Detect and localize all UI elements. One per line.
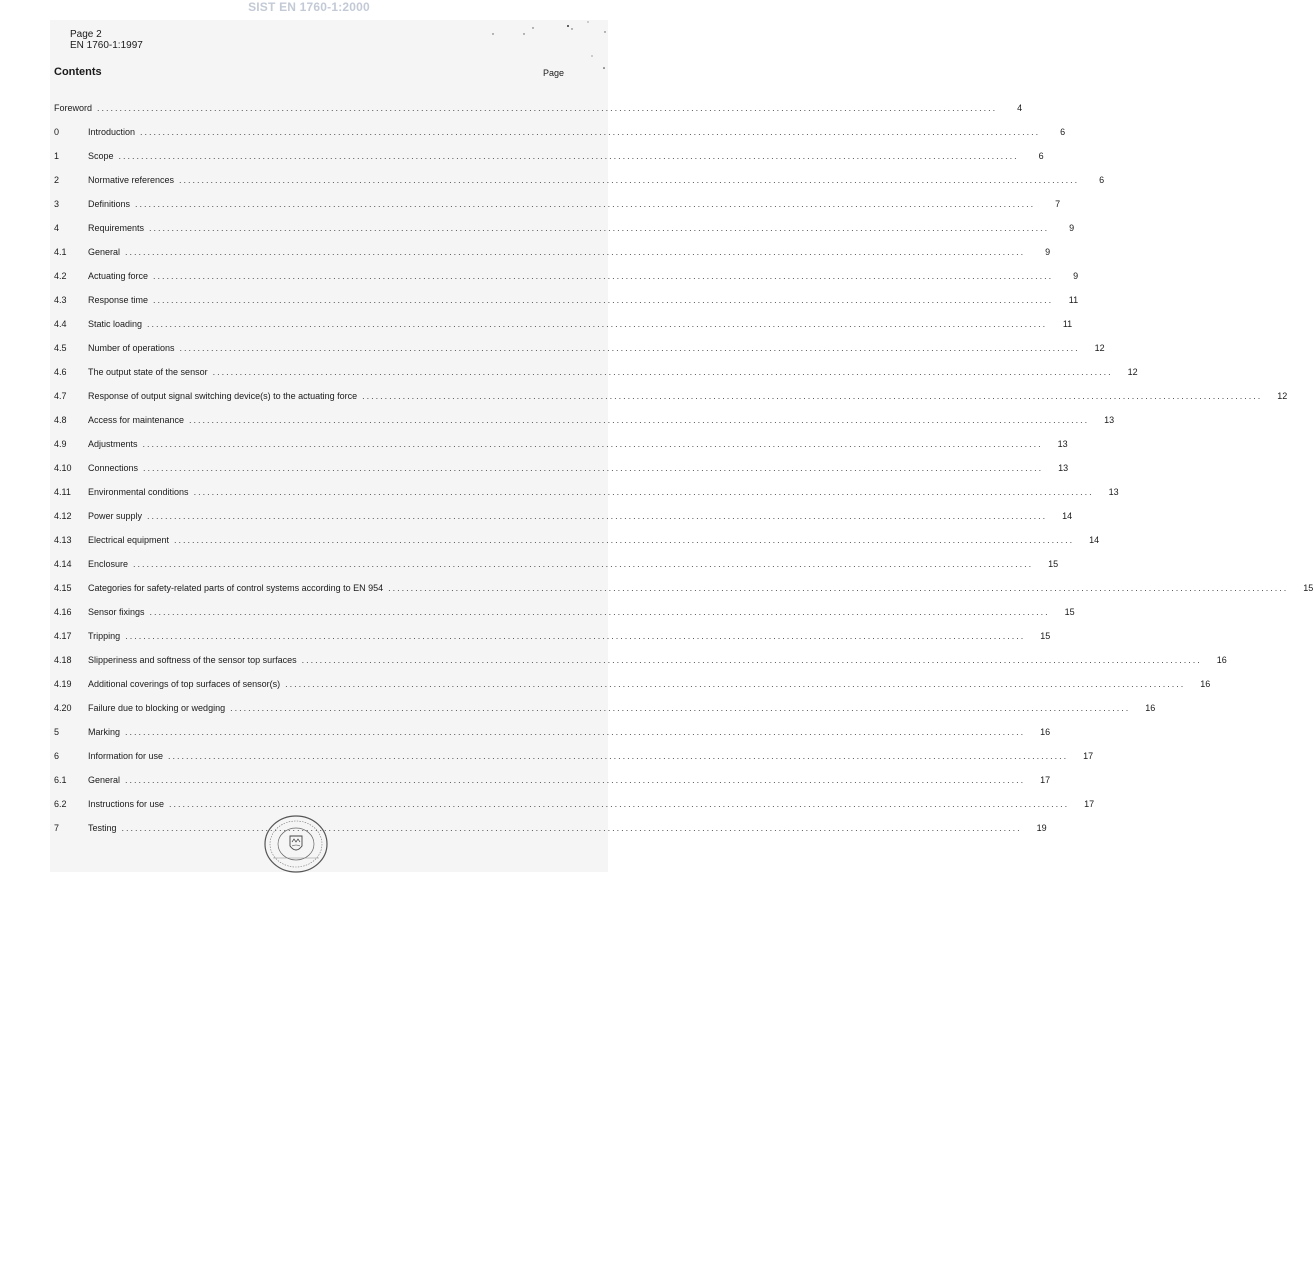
toc-section-number: 0 [54, 127, 60, 137]
toc-section-title: Tripping [88, 631, 121, 641]
toc-row [54, 486, 1119, 510]
toc-page-number: 9 [1045, 247, 1051, 257]
toc-section-title: Failure due to blocking or wedging [88, 703, 226, 713]
toc-section-title: Adjustments [88, 439, 138, 449]
header-standard: EN 1760-1:1997 [70, 40, 143, 51]
toc-row [54, 654, 1227, 678]
toc-row [54, 582, 1313, 606]
toc-page-number: 15 [1040, 631, 1051, 641]
toc-page-number: 4 [1017, 103, 1023, 113]
toc-section-number: 7 [54, 823, 60, 833]
toc-leader-dots: ........................................................................................................................................................................................................ [118, 151, 1019, 161]
toc-page-number: 12 [1277, 391, 1288, 401]
toc-leader-dots: ........................................................................................................................................................................................................ [189, 415, 1090, 425]
toc-row [54, 606, 1075, 630]
toc-leader-dots: ........................................................................................................................................................................................................ [149, 223, 1050, 233]
toc-row [54, 414, 1115, 438]
toc-page-number: 6 [1099, 175, 1105, 185]
toc-page-number: 9 [1069, 223, 1075, 233]
toc-section-number: 6.1 [54, 775, 67, 785]
toc-section-number: 4.12 [54, 511, 72, 521]
toc-page-number: 17 [1083, 751, 1094, 761]
toc-leader-dots: ........................................................................................................................................................................................................ [147, 511, 1048, 521]
toc-row [54, 558, 1059, 582]
toc-leader-dots: ........................................................................................................................................................................................................ [179, 175, 1080, 185]
toc-row [54, 510, 1073, 534]
toc-page-number: 12 [1127, 367, 1138, 377]
toc-page-number: 13 [1104, 415, 1115, 425]
toc-section-number: 4.14 [54, 559, 72, 569]
toc-section-title: General [88, 247, 121, 257]
toc-section-title: Static loading [88, 319, 143, 329]
toc-page-number: 13 [1058, 463, 1069, 473]
toc-row [54, 750, 1094, 774]
toc-section-title: Introduction [88, 127, 136, 137]
toc-section-title: Information for use [88, 751, 164, 761]
toc-row [54, 102, 1023, 126]
toc-page-number: 17 [1040, 775, 1051, 785]
toc-section-number: 4.10 [54, 463, 72, 473]
toc-row [54, 366, 1138, 390]
toc-section-title: Connections [88, 463, 139, 473]
toc-leader-dots: ........................................................................................................................................................................................................ [193, 487, 1094, 497]
toc-row [54, 246, 1051, 270]
toc-section-title: Normative references [88, 175, 175, 185]
toc-leader-dots: ........................................................................................................................................................................................................ [135, 199, 1036, 209]
toc-page-number: 6 [1038, 151, 1044, 161]
toc-leader-dots: ........................................................................................................................................................................................................ [147, 319, 1048, 329]
page-column-heading: Page [542, 68, 564, 78]
toc-section-number: 4.13 [54, 535, 72, 545]
toc-page-number: 11 [1062, 319, 1073, 329]
toc-section-title: Electrical equipment [88, 535, 170, 545]
toc-section-number: 4.20 [54, 703, 72, 713]
toc-section-title: Additional coverings of top surfaces of sensor(s) [88, 679, 281, 689]
toc-section-number: 4.7 [54, 391, 67, 401]
toc-row [54, 630, 1051, 654]
toc-row [54, 150, 1044, 174]
toc-leader-dots: ........................................................................................................................................................................................................ [285, 679, 1186, 689]
toc-page-number: 16 [1145, 703, 1156, 713]
toc-section-number: 6.2 [54, 799, 67, 809]
toc-page-number: 16 [1200, 679, 1211, 689]
toc-section-title: Slipperiness and softness of the sensor top surfaces [88, 655, 297, 665]
toc-section-title: Enclosure [88, 559, 129, 569]
toc-leader-dots: ........................................................................................................................................................................................................ [362, 391, 1263, 401]
toc-leader-dots: ........................................................................................................................................................................................................ [301, 655, 1202, 665]
toc-section-number: 1 [54, 151, 60, 161]
toc-leader-dots: ........................................................................................................................................................................................................ [97, 103, 998, 113]
toc-leader-dots: ........................................................................................................................................................................................................ [212, 367, 1113, 377]
toc-row [54, 318, 1073, 342]
toc-leader-dots: ........................................................................................................................................................................................................ [140, 127, 1041, 137]
toc-page-number: 15 [1064, 607, 1075, 617]
toc-section-title: The output state of the sensor [88, 367, 208, 377]
toc-section-number: 6 [54, 751, 60, 761]
toc-section-title: Actuating force [88, 271, 149, 281]
toc-leader-dots: ........................................................................................................................................................................................................ [143, 463, 1044, 473]
contents-heading: Contents [54, 66, 102, 78]
toc-section-number: 4.4 [54, 319, 67, 329]
toc-row [54, 726, 1051, 750]
toc-section-number: 2 [54, 175, 60, 185]
toc-page-number: 17 [1084, 799, 1095, 809]
toc-section-number: 4.15 [54, 583, 72, 593]
toc-leader-dots: ........................................................................................................................................................................................................ [125, 247, 1026, 257]
toc-section-number: 4.17 [54, 631, 72, 641]
header-page-number: Page 2 [70, 29, 102, 40]
toc-row [54, 462, 1069, 486]
toc-section-title: Number of operations [88, 343, 175, 353]
toc-section-number: 4.8 [54, 415, 67, 425]
toc-leader-dots: ........................................................................................................................................................................................................ [174, 535, 1075, 545]
toc-leader-dots: ........................................................................................................................................................................................................ [125, 631, 1026, 641]
toc-row [54, 342, 1105, 366]
toc-section-title: Marking [88, 727, 121, 737]
toc-section-title: Sensor fixings [88, 607, 145, 617]
official-seal-stamp [263, 814, 329, 874]
toc-leader-dots: ........................................................................................................................................................................................................ [153, 295, 1054, 305]
toc-page-number: 7 [1055, 199, 1061, 209]
toc-section-title: Instructions for use [88, 799, 165, 809]
toc-page-number: 19 [1036, 823, 1047, 833]
toc-row [54, 294, 1079, 318]
toc-page-number: 11 [1068, 295, 1079, 305]
toc-section-number: 4 [54, 223, 60, 233]
toc-leader-dots: ........................................................................................................................................................................................................ [230, 703, 1131, 713]
toc-section-title: General [88, 775, 121, 785]
toc-row [54, 702, 1156, 726]
toc-section-number: 4.19 [54, 679, 72, 689]
toc-page-number: 6 [1060, 127, 1066, 137]
toc-section-number: 5 [54, 727, 60, 737]
toc-leader-dots: ........................................................................................................................................................................................................ [169, 799, 1070, 809]
toc-section-number: 4.5 [54, 343, 67, 353]
toc-leader-dots: ........................................................................................................................................................................................................ [388, 583, 1289, 593]
toc-page-number: 15 [1048, 559, 1059, 569]
toc-row [54, 174, 1105, 198]
toc-leader-dots: ........................................................................................................................................................................................................ [133, 559, 1034, 569]
toc-page-number: 9 [1073, 271, 1079, 281]
watermark: SIST EN 1760-1:2000 [248, 0, 370, 14]
toc-section-title: Response time [88, 295, 149, 305]
toc-section-number: 4.6 [54, 367, 67, 377]
toc-leader-dots: ........................................................................................................................................................................................................ [168, 751, 1069, 761]
toc-row [54, 390, 1288, 414]
toc-leader-dots: ........................................................................................................................................................................................................ [153, 271, 1054, 281]
toc-section-title: Access for maintenance [88, 415, 185, 425]
toc-section-title: Categories for safety-related parts of control systems according to EN 954 [88, 583, 384, 593]
toc-section-title: Scope [88, 151, 114, 161]
toc-page-number: 12 [1094, 343, 1105, 353]
toc-page-number: 14 [1089, 535, 1100, 545]
toc-section-title: Foreword [54, 103, 93, 113]
toc-leader-dots: ........................................................................................................................................................................................................ [125, 775, 1026, 785]
toc-row [54, 678, 1211, 702]
toc-row [54, 198, 1061, 222]
table-of-contents [54, 102, 1313, 846]
toc-row [54, 774, 1051, 798]
toc-section-number: 4.16 [54, 607, 72, 617]
toc-section-number: 3 [54, 199, 60, 209]
toc-section-number: 4.1 [54, 247, 67, 257]
toc-row [54, 438, 1068, 462]
toc-row [54, 534, 1100, 558]
toc-section-title: Requirements [88, 223, 145, 233]
toc-section-title: Testing [88, 823, 117, 833]
toc-page-number: 16 [1216, 655, 1227, 665]
toc-section-number: 4.3 [54, 295, 67, 305]
toc-row [54, 126, 1066, 150]
toc-section-title: Definitions [88, 199, 131, 209]
toc-row [54, 222, 1075, 246]
toc-section-title: Environmental conditions [88, 487, 189, 497]
toc-page-number: 13 [1108, 487, 1119, 497]
toc-section-title: Power supply [88, 511, 143, 521]
toc-section-number: 4.9 [54, 439, 67, 449]
toc-page-number: 16 [1040, 727, 1051, 737]
toc-leader-dots: ........................................................................................................................................................................................................ [179, 343, 1080, 353]
toc-page-number: 13 [1057, 439, 1068, 449]
toc-row [54, 270, 1079, 294]
toc-leader-dots: ........................................................................................................................................................................................................ [125, 727, 1026, 737]
toc-page-number: 15 [1303, 583, 1313, 593]
toc-section-number: 4.18 [54, 655, 72, 665]
toc-page-number: 14 [1062, 511, 1073, 521]
toc-section-number: 4.2 [54, 271, 67, 281]
toc-section-number: 4.11 [54, 487, 71, 497]
toc-leader-dots: ........................................................................................................................................................................................................ [142, 439, 1043, 449]
toc-leader-dots: ........................................................................................................................................................................................................ [121, 823, 1022, 833]
toc-section-title: Response of output signal switching device(s) to the actuating force [88, 391, 358, 401]
toc-leader-dots: ........................................................................................................................................................................................................ [149, 607, 1050, 617]
